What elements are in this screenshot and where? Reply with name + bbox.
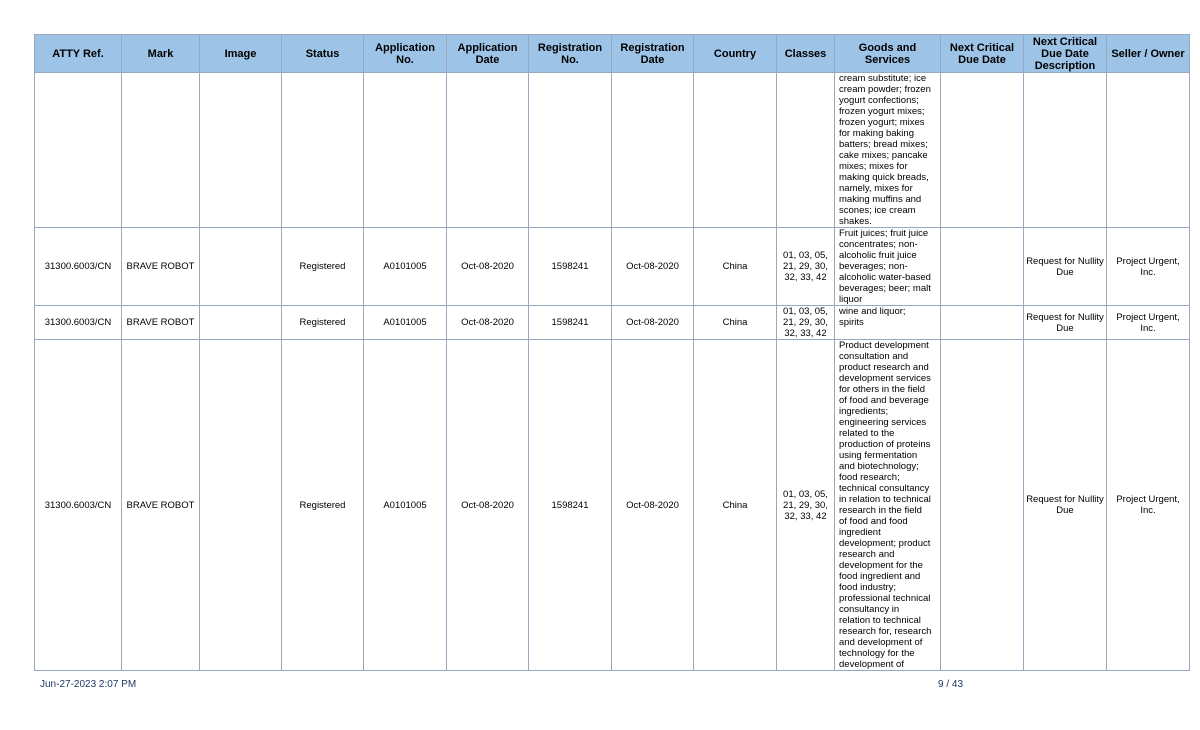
cell-country: China — [694, 228, 777, 306]
cell-due — [941, 306, 1024, 340]
cell-due — [941, 340, 1024, 671]
cell-due-desc: Request for Nullity Due — [1024, 340, 1107, 671]
cell-owner: Project Urgent, Inc. — [1107, 306, 1190, 340]
column-header: Classes — [777, 35, 835, 73]
cell-app-date: Oct-08-2020 — [447, 340, 529, 671]
column-header: Goods and Services — [835, 35, 941, 73]
cell-atty: 31300.6003/CN — [35, 306, 122, 340]
cell-country — [694, 73, 777, 228]
cell-reg-date: Oct-08-2020 — [612, 340, 694, 671]
column-header: Application No. — [364, 35, 447, 73]
column-header: Next Critical Due Date Description — [1024, 35, 1107, 73]
cell-owner — [1107, 73, 1190, 228]
cell-app-no: A0101005 — [364, 306, 447, 340]
cell-image — [200, 228, 282, 306]
cell-reg-no: 1598241 — [529, 340, 612, 671]
print-timestamp: Jun-27-2023 2:07 PM — [40, 679, 137, 690]
cell-mark: BRAVE ROBOT — [122, 228, 200, 306]
cell-app-no: A0101005 — [364, 228, 447, 306]
column-header: Registration No. — [529, 35, 612, 73]
cell-reg-no: 1598241 — [529, 228, 612, 306]
cell-status: Registered — [282, 306, 364, 340]
column-header: Registration Date — [612, 35, 694, 73]
column-header: Next Critical Due Date — [941, 35, 1024, 73]
cell-country: China — [694, 340, 777, 671]
cell-reg-date — [612, 73, 694, 228]
cell-goods: cream substitute; ice cream powder; frozen yogurt confections; frozen yogurt mixes; frozen yogurt; mixes for making baking batters; bread mixes; cake mixes; pancake mixes; mixes for making quick breads, namely, mixes for making muffins and scones; ice cream shakes. — [835, 73, 941, 228]
column-header: Status — [282, 35, 364, 73]
cell-image — [200, 306, 282, 340]
cell-due-desc: Request for Nullity Due — [1024, 228, 1107, 306]
cell-atty: 31300.6003/CN — [35, 228, 122, 306]
table-row — [35, 228, 1190, 306]
column-header: Seller / Owner — [1107, 35, 1190, 73]
cell-goods: Fruit juices; fruit juice concentrates; non- alcoholic fruit juice beverages; non- alcoholic water-based beverages; beer; malt liquor — [835, 228, 941, 306]
cell-due-desc — [1024, 73, 1107, 228]
cell-classes: 01, 03, 05, 21, 29, 30, 32, 33, 42 — [777, 306, 835, 340]
cell-classes — [777, 73, 835, 228]
cell-image — [200, 340, 282, 671]
cell-reg-date: Oct-08-2020 — [612, 228, 694, 306]
cell-app-date — [447, 73, 529, 228]
cell-image — [200, 73, 282, 228]
column-header: ATTY Ref. — [35, 35, 122, 73]
cell-app-date: Oct-08-2020 — [447, 306, 529, 340]
cell-mark — [122, 73, 200, 228]
column-header: Image — [200, 35, 282, 73]
cell-due — [941, 228, 1024, 306]
cell-reg-date: Oct-08-2020 — [612, 306, 694, 340]
cell-app-date: Oct-08-2020 — [447, 228, 529, 306]
cell-owner: Project Urgent, Inc. — [1107, 340, 1190, 671]
cell-country: China — [694, 306, 777, 340]
cell-app-no — [364, 73, 447, 228]
cell-status — [282, 73, 364, 228]
header-row — [35, 35, 1190, 73]
cell-due-desc: Request for Nullity Due — [1024, 306, 1107, 340]
cell-classes: 01, 03, 05, 21, 29, 30, 32, 33, 42 — [777, 228, 835, 306]
cell-atty: 31300.6003/CN — [35, 340, 122, 671]
cell-goods: wine and liquor; spirits — [835, 306, 941, 340]
cell-due — [941, 73, 1024, 228]
cell-classes: 01, 03, 05, 21, 29, 30, 32, 33, 42 — [777, 340, 835, 671]
trademark-table — [34, 34, 1190, 671]
column-header: Application Date — [447, 35, 529, 73]
cell-reg-no — [529, 73, 612, 228]
cell-atty — [35, 73, 122, 228]
cell-goods: Product development consultation and product research and development services for others in the field of food and beverage ingredients; engineering services related to the production of proteins using fermentation and biotechnology; food research; technical consultancy in relation to technical research in the field of food and food ingredient development; product research and development for the food ingredient and food industry; professional technical consultancy in relation to technical research for, research and development of technology for the development of — [835, 340, 941, 671]
table-row — [35, 340, 1190, 671]
cell-mark: BRAVE ROBOT — [122, 340, 200, 671]
cell-status: Registered — [282, 340, 364, 671]
cell-mark: BRAVE ROBOT — [122, 306, 200, 340]
column-header: Country — [694, 35, 777, 73]
cell-reg-no: 1598241 — [529, 306, 612, 340]
cell-app-no: A0101005 — [364, 340, 447, 671]
column-header: Mark — [122, 35, 200, 73]
page-number: 9 / 43 — [938, 679, 964, 690]
table-row — [35, 73, 1190, 228]
cell-status: Registered — [282, 228, 364, 306]
cell-owner: Project Urgent, Inc. — [1107, 228, 1190, 306]
table-row — [35, 306, 1190, 340]
